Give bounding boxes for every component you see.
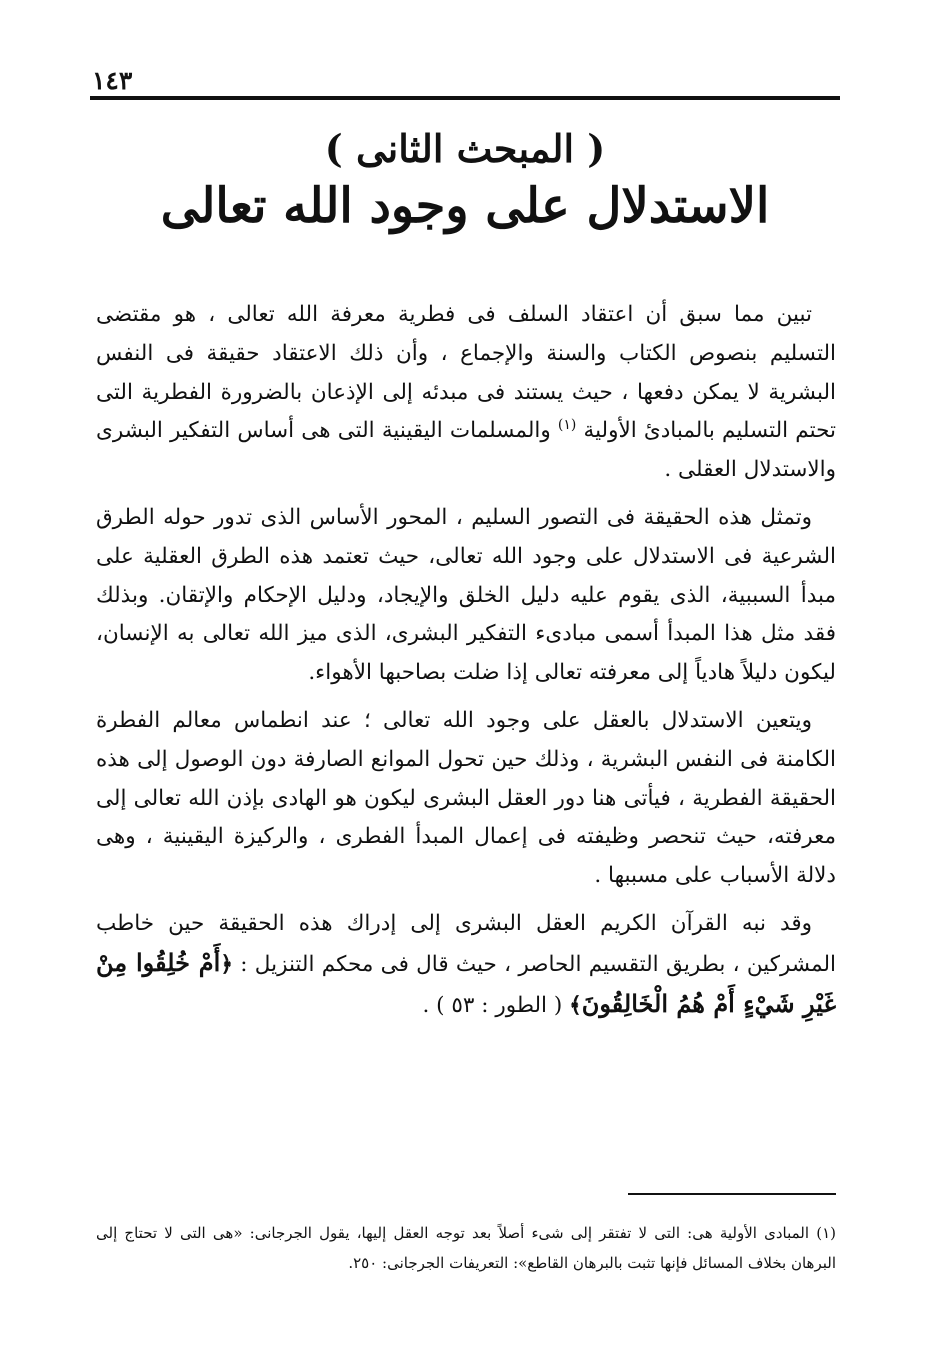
body-text — [96, 296, 836, 1025]
footnote-rule — [628, 1193, 836, 1195]
footnote-text: (١) المبادى الأولية هى: التى لا تفتقر إلى شىء أصلاً بعد توجه العقل إليها، يقول الجرجانى: «هى التى لا تحتاج إلى البرهان بخلاف المسائل فإنها تثبت بالبرهان القاطع»: التعريفات الجرجانى: ٢٥٠. — [96, 1224, 836, 1272]
page-number: ١٤٣ — [92, 66, 133, 95]
paragraph-4-text-a: وقد نبه القرآن الكريم العقل البشرى إلى إدراك هذه الحقيقة حين خاطب المشركين ، بطريق التقسيم الحاصر ، حيث قال فى محكم التنزيل : — [96, 910, 837, 977]
quran-open-bracket: ﴿ — [220, 951, 233, 977]
section-label: ( المبحث الثانى ) — [324, 126, 606, 171]
section-title: الاستدلال على وجود الله تعالى — [160, 178, 770, 234]
paragraph-2: وتمثل هذه الحقيقة فى التصور السليم ، المحور الأساس الذى تدور حوله الطرق الشرعية فى الاستدلال على وجود الله تعالى، حيث تعتمد هذه الطرق العقلية على مبدأ السببية، الذى يقوم عليه دليل الخلق والإيجاد، ودليل الإحكام والإتقان. وبذلك فقد مثل هذا المبدأ أسمى مبادىء التفكير البشرى، الذى ميز الله تعالى به الإنسان، ليكون دليلاً هادياً إلى معرفته تعالى إذا ضلت بصاحبها الأهواء. — [96, 504, 836, 686]
quran-close-bracket: ﴾ — [569, 992, 582, 1018]
verse-reference: ( الطور : ٥٣ ) . — [422, 992, 563, 1018]
footnote-marker: (١) — [557, 417, 577, 434]
paragraph-1 — [96, 296, 836, 490]
header-rule — [90, 96, 840, 100]
paragraph-1-text-a: تبين مما سبق أن اعتقاد السلف فى فطرية معرفة الله تعالى ، هو مقتضى التسليم بنصوص الكتاب والسنة والإجماع ، وأن ذلك الاعتقاد حقيقة فى النفس البشرية لا يمكن دفعها ، حيث يستند فى مبدئه إلى الإذعان بالضرورة الفطرية التى تحتم التسليم بالمبادئ الأولية — [96, 302, 836, 444]
paragraph-4 — [96, 905, 836, 1025]
quran-verse: أَمْ خُلِقُوا مِنْ غَيْرِ شَيْءٍ أَمْ هُمُ الْخَالِقُونَ — [96, 947, 836, 1018]
footnote — [96, 1218, 836, 1278]
paragraph-3: ويتعين الاستدلال بالعقل على وجود الله تعالى ؛ عند انطماس معالم الفطرة الكامنة فى النفس البشرية ، وذلك حين تحول الموانع الصارفة دون الوصول إلى هذه الحقيقة الفطرية ، فيأتى هنا دور العقل البشرى ليكون هو الهادى بإذن الله تعالى إلى معرفته، حيث تنحصر وظيفته فى إعمال المبدأ الفطرى ، والركيزة اليقينية ، وهى دلالة الأسباب على مسببها . — [96, 707, 836, 889]
paragraph-1-text-b: والمسلمات اليقينية التى هى أساس التفكير البشرى والاستدلال العقلى . — [96, 418, 836, 483]
